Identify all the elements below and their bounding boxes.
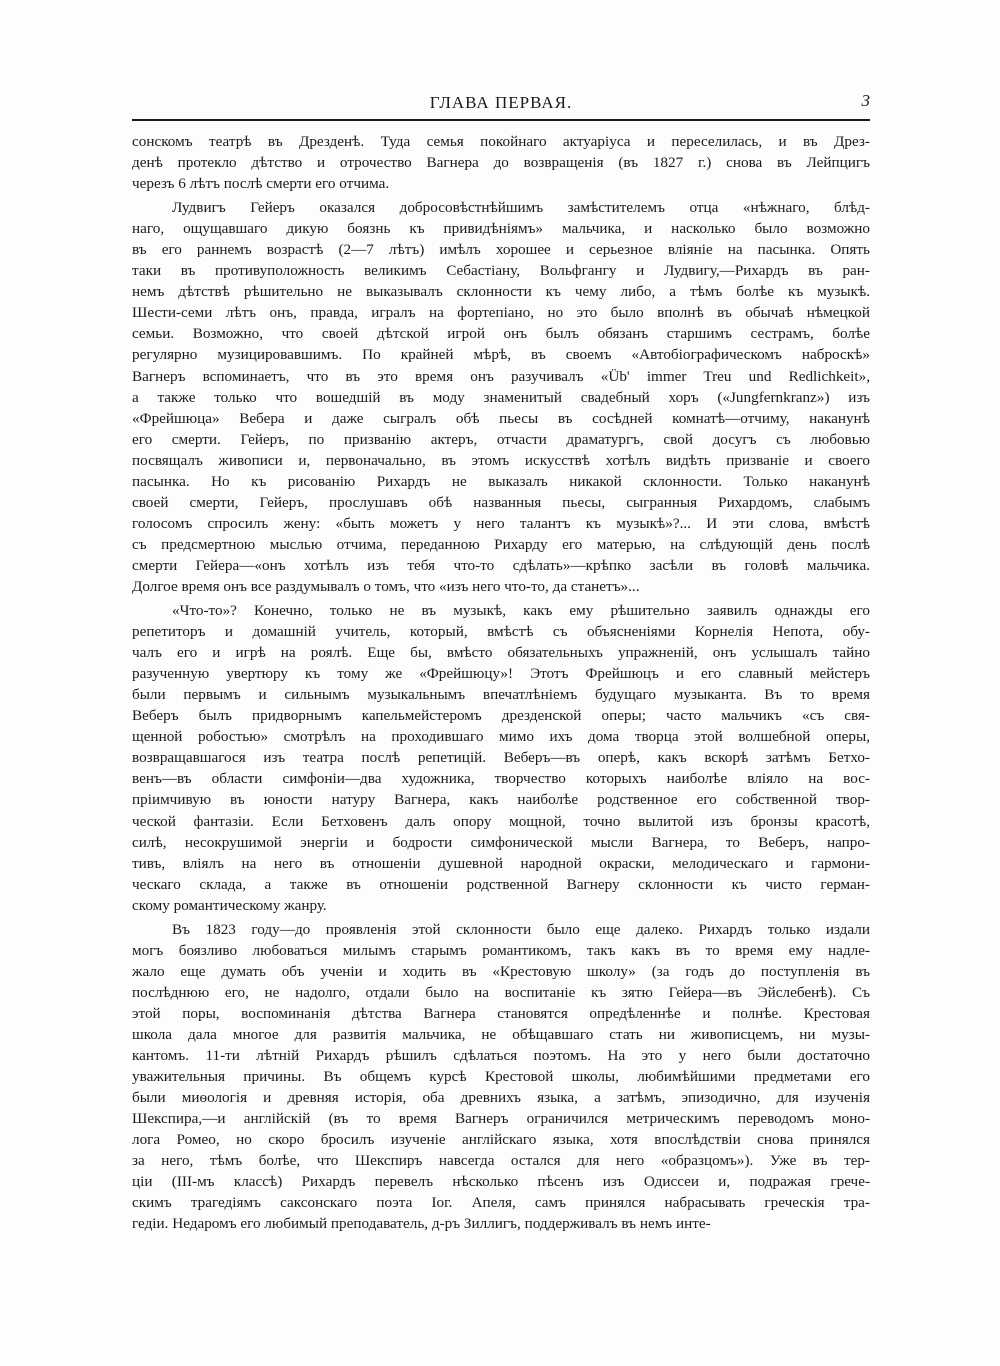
- running-header: [132, 91, 870, 121]
- text-line: регулярно музицировавшимъ. По крайней мѣрѣ, въ своемъ «Автобіографическомъ наброскѣ»: [132, 346, 870, 364]
- paragraph: [132, 919, 870, 1235]
- text-line: пріимчивую въ юности натуру Вагнера, какъ наиболѣе родственное его собственной твор-: [132, 791, 870, 809]
- text-line: были миѳологія и древняя исторія, оба древнихъ языка, а затѣмъ, эпизодично, для изученія: [132, 1089, 870, 1107]
- text-line: тивъ, вліялъ на него въ отношеніи душевной народной окраски, мелодическаго и гармони-: [132, 854, 870, 872]
- text-line: денѣ протекло дѣтство и отрочество Вагнера до возвращенія (въ 1827 г.) снова въ Лейпцигъ: [132, 154, 870, 172]
- paragraph: [132, 131, 870, 194]
- text-line: а также только что вошедшій въ моду знаменитый свадебный хоръ («Jungfernkranz») изъ: [132, 388, 870, 406]
- text-line: ціи (III-мъ классѣ) Рихардъ перевелъ нѣсколько пѣсенъ изъ Одиссеи и, подражая грече-: [132, 1173, 870, 1191]
- text-line: «Что-то»? Конечно, только не въ музыкѣ, какъ ему рѣшительно заявилъ однажды его: [172, 602, 870, 620]
- text-line: съ предсмертною мыслью отчима, переданною Рихарду его матерью, на слѣдующій день послѣ: [132, 535, 870, 553]
- text-line: голосомъ спросилъ жену: «быть можетъ у него талантъ къ музыкѣ»?... И эти слова, вмѣстѣ: [132, 514, 870, 532]
- text-line: этой поры, воспоминанія дѣтства Вагнера становятся опредѣленнѣе и полнѣе. Крестовая: [132, 1004, 870, 1022]
- text-line: сонскомъ театрѣ въ Дрезденѣ. Туда семья покойнаго актуаріуса и переселилась, и въ Дрез-: [132, 133, 870, 150]
- text-line: репетиторъ и домашній учитель, который, вмѣстѣ съ объясненіями Корнелія Непота, обу-: [132, 623, 870, 641]
- text-line: таки въ противуположность великимъ Себастіану, Вольфгангу и Лудвигу,—Рихардъ въ ран-: [132, 262, 870, 280]
- text-line: жало еще думать объ ученіи и ходить въ «Крестовую школу» (за годъ до поступленія въ: [132, 962, 870, 980]
- text-line: ческаго склада, а также въ отношеніи родственной Вагнеру склонности къ чисто герман-: [132, 875, 870, 893]
- text-line: за него, тѣмъ болѣе, что Шекспиръ навсегда остался для него «образцомъ»). Уже въ тер-: [132, 1152, 870, 1170]
- text-line: скому романтическому жанру.: [132, 896, 327, 914]
- text-line: немъ дѣтствѣ рѣшительно не выказывалъ склонности къ чему либо, а тѣмъ болѣе къ музыкѣ.: [132, 283, 870, 301]
- text-line: пасынка. Но къ рисованію Рихардъ не выказалъ никакой склонности. Только наканунѣ: [132, 472, 870, 490]
- text-line: могъ боязливо любоваться милымъ старымъ романтикомъ, такъ какъ въ то время ему надле-: [132, 941, 870, 959]
- text-line: своей смерти, Гейеръ, прослушавъ обѣ названныя пьесы, сыгранныя Рихардомъ, слабымъ: [132, 493, 870, 511]
- text-line: послѣднюю его, не надолго, отдали было на воспитаніе къ зятю Гейера—въ Эйслебенѣ). Съ: [132, 983, 870, 1001]
- text-line: Въ 1823 году—до проявленія этой склонности было еще далеко. Рихардъ только издали: [172, 920, 870, 938]
- text-line: венъ—въ области симфоніи—два художника, творчество которыхъ наиболѣе вліяло на вос-: [132, 770, 870, 788]
- text-line: возвращавшагося изъ театра послѣ репетицій. Веберъ—въ оперѣ, какъ вскорѣ затѣмъ Бетхо-: [132, 749, 870, 767]
- text-line: щенной робостью» смотрѣлъ на проходившаго мимо ихъ дома творца этой волшебной оперы,: [132, 728, 870, 746]
- text-line: Вагнеръ вспоминаетъ, что въ это время онъ разучивалъ «Üb' immer Treu und Redlichkeit»,: [132, 367, 870, 385]
- text-line: силѣ, несокрушимой энергіи и бодрости симфонической мысли Вагнера, то Веберъ, напро-: [132, 833, 870, 851]
- text-line: Долгое время онъ все раздумывалъ о томъ, что «изъ него что-то, да станетъ»...: [132, 577, 640, 595]
- body-text: [132, 131, 870, 1237]
- text-line: школа дала многое для развитія мальчика, не обѣщавшаго стать ни живописцемъ, ни музы-: [132, 1025, 870, 1043]
- text-line: лога Ромео, но скоро бросилъ изученіе англійскаго языка, хотя впослѣдствіи снова принялся: [132, 1131, 870, 1149]
- text-line: Шести-семи лѣтъ онъ, правда, игралъ на фортепіано, но это было вполнѣ въ обычаѣ нѣмецкой: [132, 304, 870, 322]
- paragraph: [132, 197, 870, 597]
- text-line: уважительныя причины. Въ общемъ курсѣ Крестовой школы, любимѣйшими предметами его: [132, 1068, 870, 1086]
- text-line: гедіи. Недаромъ его любимый преподаватель, д-ръ Зиллигъ, поддерживалъ въ немъ инте-: [132, 1215, 711, 1233]
- text-line: Лудвигъ Гейеръ оказался добросовѣстнѣйшимъ замѣстителемъ отца «нѣжнаго, блѣд-: [172, 199, 870, 217]
- text-line: посвящалъ живописи и, первоначально, въ этомъ искусствѣ хотѣлъ видѣть призваніе и своего: [132, 451, 870, 469]
- text-line: его смерти. Гейеръ, по призванію актеръ, отчасти драматургъ, свой досугъ съ любовью: [132, 430, 870, 448]
- page-number: 3: [861, 91, 870, 110]
- text-line: кантомъ. 11-ти лѣтній Рихардъ рѣшилъ сдѣлаться поэтомъ. На это у него были достаточно: [132, 1047, 870, 1065]
- text-line: ческой фантазіи. Если Бетховенъ далъ опору мощной, точно вылитой изъ бронзы красотѣ,: [132, 812, 870, 830]
- text-line: Шекспира,—и англійскій (въ то время Вагнеръ ограничился метрическимъ переводомъ моно-: [132, 1110, 870, 1128]
- text-line: скимъ трагедіямъ саксонскаго поэта Іог. Апеля, самъ принялся набрасывать греческія тра-: [132, 1194, 870, 1212]
- text-line: Веберъ былъ придворнымъ капельмейстеромъ дрезденской оперы; часто мальчикъ «съ свя-: [132, 707, 870, 725]
- text-line: въ его раннемъ возрастѣ (2—7 лѣтъ) имѣлъ хорошее и серьезное вліяніе на пасынка. Опять: [132, 241, 870, 259]
- text-line: наго, ощущавшаго дикую боязнь къ привидѣніямъ» мальчика, и насколько было возможно: [132, 220, 870, 238]
- text-line: смерти Гейера—«онъ хотѣлъ изъ тебя что-то сдѣлать»—крѣпко засѣли въ головѣ мальчика.: [132, 556, 870, 574]
- paragraph: [132, 600, 870, 916]
- text-line: семьи. Возможно, что своей дѣтской игрой онъ былъ обязанъ старшимъ сестрамъ, болѣе: [132, 325, 870, 343]
- text-line: черезъ 6 лѣтъ послѣ смерти его отчима.: [132, 175, 390, 193]
- text-line: чалъ его и игрѣ на роялѣ. Еще бы, вмѣсто обязательныхъ упражненій, онъ услышалъ тайно: [132, 644, 870, 662]
- text-line: «Фрейшюца» Вебера и даже сыгралъ обѣ пьесы въ сосѣдней комнатѣ—отчиму, наканунѣ: [132, 409, 870, 427]
- text-line: были первымъ и сильнымъ музыкальнымъ впечатлѣніемъ будущаго музыканта. Въ то время: [132, 686, 870, 704]
- text-line: разученную увертюру къ тому же «Фрейшюцу»! Этотъ Фрейшюцъ и его славный мейстеръ: [132, 665, 870, 683]
- chapter-title: ГЛАВА ПЕРВАЯ.: [429, 93, 573, 112]
